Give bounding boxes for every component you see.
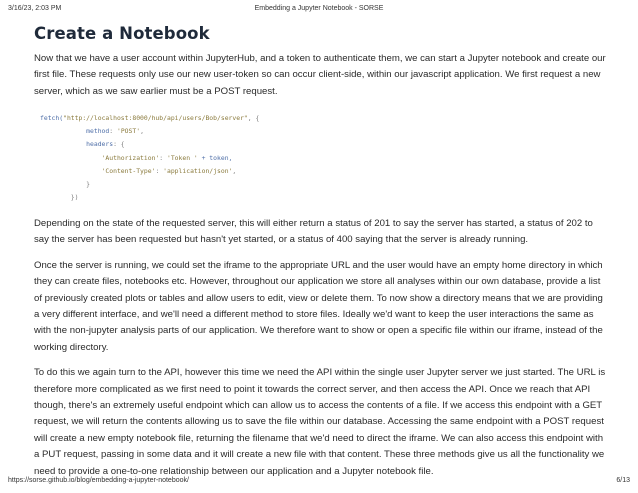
code-line-7: }) xyxy=(70,192,79,201)
paragraph-status: Depending on the state of the requested server, this will either return a status of 201 to say the server has started, a status of 202 to say the server has been requested but hasn't yet started, or a status of 400 saying that the server is already running. xyxy=(34,217,593,246)
code-line-5: 'Content-Type': 'application/json', xyxy=(101,166,237,175)
paragraph-intro: Now that we have a user account within JupyterHub, and a token to authenticate them, we can start a Jupyter notebook and create our first file. These requests only use our new user-token so can occur client-side, within our javascript application. We first request a new server, which as we saw earlier must be a POST request. xyxy=(34,53,606,97)
print-page-number: 6/13 xyxy=(616,477,630,484)
code-line-3: headers: { xyxy=(86,140,125,149)
section-heading: Create a Notebook xyxy=(34,24,210,43)
code-line-2: method: 'POST', xyxy=(86,127,144,136)
print-url: https://sorse.github.io/blog/embedding-a-jupyter-notebook/ xyxy=(8,477,189,484)
code-line-1: fetch("http://localhost:8000/hub/api/users/Bob/server", { xyxy=(40,114,260,123)
print-footer xyxy=(8,477,630,487)
print-page-title: Embedding a Jupyter Notebook - SORSE xyxy=(254,5,384,12)
code-line-4: 'Authorization': 'Token ' + token, xyxy=(101,153,233,162)
code-line-6: } xyxy=(86,179,91,188)
print-header xyxy=(8,5,630,15)
code-block xyxy=(34,112,606,204)
article-content xyxy=(34,23,606,480)
paragraph-iframe: Once the server is running, we could set the iframe to the appropriate URL and the user would have an empty home directory in which they can create files, notebooks etc. However, throughout our application we store all analyses within our own database, provide a list of previously created plots or tables and allow users to edit, view or delete them. To now show a directory means that we are providing a very different interface, and we'll need a different method to store files. Ideally we'd want to keep the user interactions the same as with the non-jupyter analysis parts of our application. We therefore want to show or open a specific file within our iframe, instead of the working directory. xyxy=(34,259,603,353)
paragraph-api: To do this we again turn to the API, however this time we need the API within the single user Jupyter server we just started. The URL is therefore more complicated as we first need to point it towards the correct server, and then access the API. Once we reach that API though, there's an extremely useful endpoint which can allow us to access the contents of a file. If we access this endpoint with a GET request, we will return the contents allowing us to save the file within our database. Accessing the same endpoint with a POST request will create a new empty notebook file, returning the filename that we'd need to direct the iframe. We can also access this endpoint with a PUT request, passing in some data and it will create a new file with that content. These three methods give us all the functionality we need to provide a one-to-one relationship between our application and a Jupyter notebook file. xyxy=(34,367,606,477)
print-date: 3/16/23, 2:03 PM xyxy=(8,5,62,12)
